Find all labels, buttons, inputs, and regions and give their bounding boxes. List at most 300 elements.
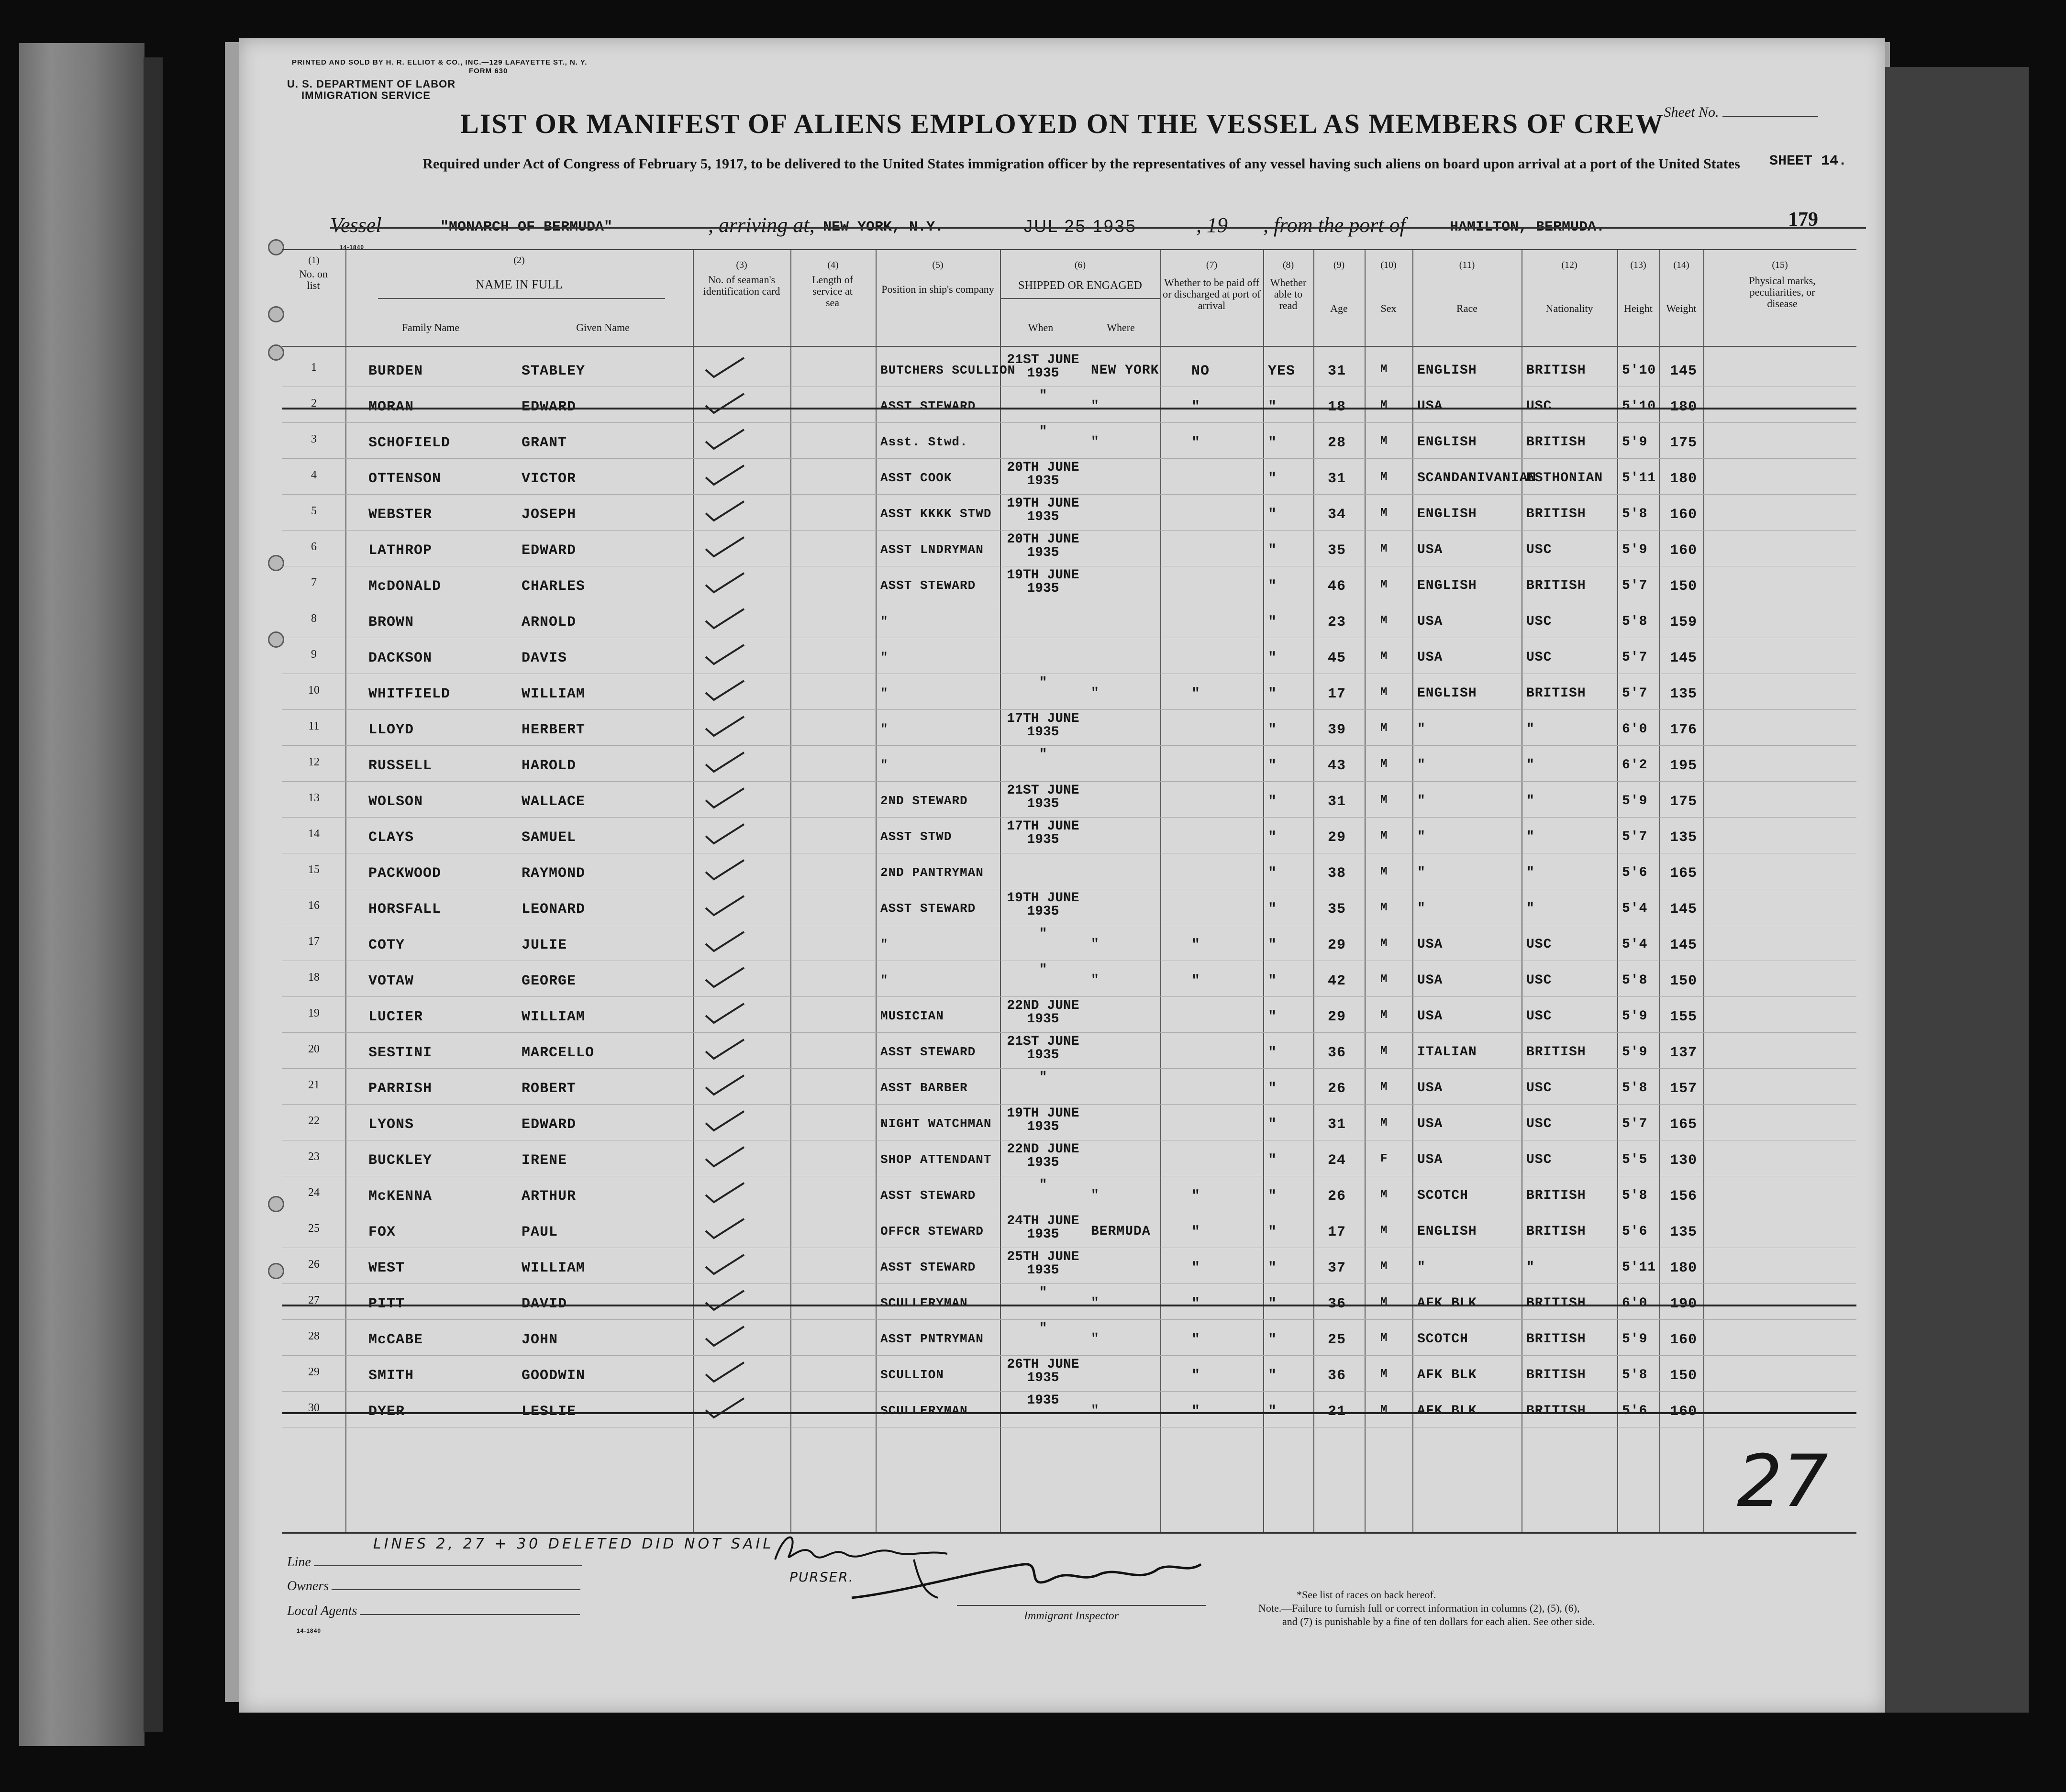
- cell-position: ": [880, 973, 889, 987]
- cell-sex: M: [1380, 435, 1388, 448]
- cell-given: WILLIAM: [522, 686, 586, 702]
- col9-label: Age: [1330, 302, 1348, 314]
- cell-read: YES: [1268, 363, 1296, 379]
- cell-sex: M: [1380, 1045, 1388, 1058]
- cell-position: ASST BARBER: [880, 1081, 968, 1095]
- cell-position: SCULLERYMAN: [880, 1404, 968, 1418]
- date-stamp: JUL 25 1935: [1024, 216, 1137, 236]
- cell-race: ": [1417, 865, 1426, 880]
- cell-no: 9: [311, 648, 317, 661]
- agents-underline: [360, 1614, 580, 1615]
- col1-label: No. on list: [299, 268, 328, 291]
- cell-height: 5'9: [1622, 1009, 1648, 1024]
- cell-nationality: BRITISH: [1526, 1224, 1586, 1239]
- cell-nationality: USC: [1526, 937, 1552, 952]
- line-underline: [314, 1565, 582, 1566]
- page-stack-right: [1885, 67, 2029, 1713]
- cell-race: USA: [1417, 542, 1443, 557]
- cell-position: Asst. Stwd.: [880, 435, 968, 449]
- cell-read: ": [1268, 650, 1277, 666]
- strike-line: [282, 1305, 1856, 1306]
- cell-age: 26: [1328, 1188, 1346, 1205]
- cell-where: ": [1091, 435, 1100, 450]
- cell-no: 25: [308, 1222, 320, 1235]
- check-mark: [703, 1217, 746, 1240]
- cell-when: ": [1039, 747, 1047, 762]
- cell-family: WEST: [368, 1260, 405, 1276]
- cell-race: SCOTCH: [1417, 1332, 1468, 1347]
- cell-sex: M: [1380, 937, 1388, 950]
- cell-position: ": [880, 614, 889, 629]
- cell-sex: F: [1380, 1152, 1388, 1165]
- cell-weight: 160: [1670, 507, 1698, 523]
- cell-weight: 180: [1670, 471, 1698, 487]
- cell-race: SCOTCH: [1417, 1188, 1468, 1203]
- cell-age: 29: [1328, 1009, 1346, 1025]
- cell-age: 45: [1328, 650, 1346, 666]
- cell-no: 11: [308, 720, 320, 732]
- cell-given: ARNOLD: [522, 614, 577, 631]
- cell-race: USA: [1417, 650, 1443, 665]
- cell-read: ": [1268, 1117, 1277, 1133]
- cell-given: STABLEY: [522, 363, 586, 379]
- cell-given: JOSEPH: [522, 507, 577, 523]
- check-mark: [703, 571, 746, 595]
- cell-sex: M: [1380, 507, 1388, 520]
- cell-read: ": [1268, 507, 1277, 523]
- cell-family: BURDEN: [368, 363, 423, 379]
- cell-family: DYER: [368, 1404, 405, 1420]
- cell-age: 46: [1328, 578, 1346, 595]
- cell-family: LATHROP: [368, 542, 433, 559]
- cell-given: GEORGE: [522, 973, 577, 989]
- cell-read: ": [1268, 399, 1277, 415]
- cell-read: ": [1268, 471, 1277, 487]
- check-mark: [703, 858, 746, 882]
- check-mark: [703, 1360, 746, 1384]
- cell-read: ": [1268, 1009, 1277, 1025]
- cell-race: SCANDANIVANIAN: [1417, 471, 1537, 486]
- cell-nationality: ESTHONIAN: [1526, 471, 1603, 486]
- cell-read: ": [1268, 1045, 1277, 1061]
- cell-read: ": [1268, 830, 1277, 846]
- check-mark: [703, 1396, 746, 1420]
- cell-no: 30: [308, 1402, 320, 1414]
- check-mark: [703, 714, 746, 738]
- cell-sex: M: [1380, 1009, 1388, 1022]
- cell-sex: M: [1380, 614, 1388, 627]
- cell-age: 31: [1328, 1117, 1346, 1133]
- check-mark: [703, 1037, 746, 1061]
- department-name: U. S. DEPARTMENT OF LABOR: [287, 78, 456, 90]
- cell-age: 24: [1328, 1152, 1346, 1169]
- cell-paid: ": [1191, 1224, 1201, 1240]
- col6-when: When: [1028, 321, 1054, 333]
- cell-given: WILLIAM: [522, 1260, 586, 1276]
- cell-where: ": [1091, 973, 1100, 988]
- cell-sex: M: [1380, 794, 1388, 807]
- cell-height: 6'2: [1622, 758, 1648, 773]
- cell-position: MUSICIAN: [880, 1009, 944, 1023]
- cell-nationality: ": [1526, 758, 1535, 773]
- cell-nationality: USC: [1526, 1152, 1552, 1167]
- cell-given: LEONARD: [522, 901, 586, 918]
- cell-height: 5'10: [1622, 399, 1656, 414]
- owners-underline: [332, 1589, 580, 1590]
- cell-given: RAYMOND: [522, 865, 586, 882]
- check-mark: [703, 499, 746, 523]
- cell-race: ENGLISH: [1417, 363, 1477, 378]
- cell-no: 18: [308, 971, 320, 984]
- cell-nationality: USC: [1526, 399, 1552, 414]
- agents-field: [287, 1604, 580, 1619]
- col8-label: Whether able to read: [1270, 277, 1307, 311]
- cell-family: RUSSELL: [368, 758, 433, 774]
- cell-sex: M: [1380, 650, 1388, 663]
- table-row: [282, 1104, 1856, 1140]
- cell-height: 5'10: [1622, 363, 1656, 378]
- cell-position: SCULLION: [880, 1368, 944, 1382]
- cell-age: 26: [1328, 1081, 1346, 1097]
- cell-position: ASST STEWARD: [880, 399, 976, 413]
- cell-no: 19: [308, 1007, 320, 1019]
- check-mark: [703, 786, 746, 810]
- table-row: [282, 1355, 1856, 1392]
- cell-height: 5'7: [1622, 578, 1648, 593]
- cell-race: USA: [1417, 1009, 1443, 1024]
- cell-age: 42: [1328, 973, 1346, 989]
- cell-sex: M: [1380, 973, 1388, 986]
- cell-weight: 150: [1670, 973, 1698, 989]
- cell-height: 5'11: [1622, 1260, 1656, 1275]
- cell-sex: M: [1380, 722, 1388, 735]
- cell-when: 19TH JUNE 1935: [1007, 1106, 1079, 1134]
- cell-sex: M: [1380, 399, 1388, 412]
- col3-label: No. of seaman's identification card: [703, 274, 780, 297]
- page-subtitle: Required under Act of Congress of February 5, 1917, to be delivered to the United States immigration officer by the representatives of any vessel having such aliens on board upon arrival at a port of the United States: [422, 156, 1740, 172]
- cell-height: 6'0: [1622, 722, 1648, 737]
- cell-age: 28: [1328, 435, 1346, 451]
- cell-no: 15: [308, 863, 320, 876]
- cell-no: 13: [308, 792, 320, 804]
- cell-read: ": [1268, 578, 1277, 595]
- cell-sex: M: [1380, 758, 1388, 771]
- cell-position: 2ND PANTRYMAN: [880, 865, 984, 880]
- cell-age: 37: [1328, 1260, 1346, 1276]
- cell-sex: M: [1380, 578, 1388, 591]
- cell-no: 17: [308, 935, 320, 948]
- cell-nationality: BRITISH: [1526, 1296, 1586, 1311]
- col2-given: Given Name: [576, 321, 630, 333]
- cell-when: 19TH JUNE 1935: [1007, 891, 1079, 919]
- cell-race: ": [1417, 722, 1426, 737]
- cell-position: NIGHT WATCHMAN: [880, 1117, 992, 1131]
- cell-race: USA: [1417, 937, 1443, 952]
- page-number: 179: [1788, 209, 1818, 231]
- table-row: [282, 1319, 1856, 1356]
- table-row: [282, 817, 1856, 853]
- cell-height: 5'8: [1622, 1368, 1648, 1383]
- cell-nationality: BRITISH: [1526, 1045, 1586, 1060]
- cell-read: ": [1268, 865, 1277, 882]
- cell-height: 5'8: [1622, 1188, 1648, 1203]
- cell-no: 5: [311, 505, 317, 517]
- cell-no: 4: [311, 469, 317, 481]
- cell-where: ": [1091, 937, 1100, 952]
- cell-given: WALLACE: [522, 794, 586, 810]
- cell-given: EDWARD: [522, 399, 577, 415]
- cell-paid: ": [1191, 399, 1201, 415]
- owners-field: [287, 1579, 580, 1594]
- cell-no: 22: [308, 1115, 320, 1127]
- cell-weight: 160: [1670, 1332, 1698, 1348]
- cell-no: 24: [308, 1186, 320, 1199]
- cell-when: 24TH JUNE 1935: [1007, 1214, 1079, 1242]
- form-code-top: 14-1840: [340, 244, 365, 251]
- cell-family: McKENNA: [368, 1188, 433, 1205]
- col2-family: Family Name: [401, 321, 460, 333]
- cell-no: 10: [308, 684, 320, 697]
- cell-position: ASST KKKK STWD: [880, 507, 992, 521]
- cell-where: ": [1091, 1404, 1100, 1418]
- cell-given: ROBERT: [522, 1081, 577, 1097]
- cell-race: USA: [1417, 399, 1443, 414]
- cell-position: ASST PNTRYMAN: [880, 1332, 984, 1346]
- cell-given: GOODWIN: [522, 1368, 586, 1384]
- cell-family: FOX: [368, 1224, 396, 1240]
- footnote-races: *See list of races on back hereof.: [1297, 1589, 1436, 1601]
- cell-weight: 160: [1670, 1404, 1698, 1420]
- cell-read: ": [1268, 435, 1277, 451]
- cell-weight: 190: [1670, 1296, 1698, 1312]
- cell-where: ": [1091, 399, 1100, 414]
- cell-nationality: BRITISH: [1526, 507, 1586, 521]
- cell-sex: M: [1380, 1224, 1388, 1237]
- total-count: 27: [1737, 1440, 1828, 1523]
- cell-no: 16: [308, 899, 320, 912]
- cell-when: ": [1039, 962, 1047, 977]
- line-field: [287, 1555, 582, 1570]
- cell-given: CHARLES: [522, 578, 586, 595]
- check-mark: [703, 1109, 746, 1133]
- cell-height: 5'6: [1622, 1404, 1648, 1418]
- cell-when: ": [1039, 1321, 1047, 1336]
- check-mark: [703, 355, 746, 379]
- table-row: [282, 961, 1856, 997]
- cell-given: EDWARD: [522, 1117, 577, 1133]
- deletion-note: LINES 2, 27 + 30 DELETED DID NOT SAIL: [373, 1536, 774, 1552]
- table-row: [282, 1248, 1856, 1284]
- cell-nationality: BRITISH: [1526, 1332, 1586, 1347]
- check-mark: [703, 1145, 746, 1169]
- cell-age: 29: [1328, 937, 1346, 953]
- cell-position: ASST STEWARD: [880, 901, 976, 916]
- cell-sex: M: [1380, 1117, 1388, 1129]
- cell-weight: 145: [1670, 937, 1698, 953]
- cell-nationality: ": [1526, 901, 1535, 916]
- cell-height: 5'4: [1622, 937, 1648, 952]
- cell-weight: 137: [1670, 1045, 1698, 1061]
- cell-read: ": [1268, 1152, 1277, 1169]
- table-row: [282, 566, 1856, 602]
- cell-when: 19TH JUNE 1935: [1007, 568, 1079, 596]
- check-mark: [703, 750, 746, 774]
- shipped-underline: [1000, 298, 1160, 299]
- cell-position: BUTCHERS SCULLION: [880, 363, 1016, 377]
- cell-race: USA: [1417, 1152, 1443, 1167]
- cell-weight: 135: [1670, 686, 1698, 702]
- cell-race: ": [1417, 794, 1426, 808]
- cell-family: BROWN: [368, 614, 414, 631]
- cell-when: 20TH JUNE 1935: [1007, 532, 1079, 560]
- cell-position: 2ND STEWARD: [880, 794, 968, 808]
- check-mark: [703, 535, 746, 559]
- col6-label: SHIPPED OR ENGAGED: [1018, 279, 1142, 292]
- cell-age: 21: [1328, 1404, 1346, 1420]
- cell-height: 5'6: [1622, 865, 1648, 880]
- col7-label: Whether to be paid off or discharged at port of arrival: [1163, 277, 1261, 311]
- cell-family: LUCIER: [368, 1009, 423, 1025]
- cell-family: McDONALD: [368, 578, 442, 595]
- table-row: [282, 1212, 1856, 1248]
- voyage-underline: [330, 227, 1866, 229]
- cell-when: ": [1039, 675, 1047, 690]
- cell-race: ITALIAN: [1417, 1045, 1477, 1060]
- cell-weight: 135: [1670, 830, 1698, 846]
- cell-when: 21ST JUNE 1935: [1007, 783, 1079, 811]
- cell-sex: M: [1380, 865, 1388, 878]
- cell-read: ": [1268, 1224, 1277, 1240]
- cell-family: PARRISH: [368, 1081, 433, 1097]
- cell-family: WEBSTER: [368, 507, 433, 523]
- cell-age: 38: [1328, 865, 1346, 882]
- punch-hole: [268, 1263, 284, 1279]
- cell-position: SHOP ATTENDANT: [880, 1152, 992, 1167]
- cell-weight: 165: [1670, 865, 1698, 882]
- col2-label: NAME IN FULL: [476, 277, 563, 291]
- cell-race: USA: [1417, 1117, 1443, 1131]
- cell-position: ASST STEWARD: [880, 1188, 976, 1203]
- cell-family: VOTAW: [368, 973, 414, 989]
- cell-read: ": [1268, 901, 1277, 918]
- cell-weight: 159: [1670, 614, 1698, 631]
- cell-paid: ": [1191, 686, 1201, 702]
- cell-race: ENGLISH: [1417, 686, 1477, 701]
- from-label: , from the port of: [1263, 213, 1406, 237]
- cell-family: SCHOFIELD: [368, 435, 451, 451]
- crew-manifest-table: [282, 249, 1856, 1534]
- cell-family: CLAYS: [368, 830, 414, 846]
- cell-given: LESLIE: [522, 1404, 577, 1420]
- cell-weight: 157: [1670, 1081, 1698, 1097]
- cell-family: PACKWOOD: [368, 865, 442, 882]
- cell-given: JOHN: [522, 1332, 558, 1348]
- agents-label: Local Agents: [287, 1604, 357, 1618]
- cell-weight: 150: [1670, 578, 1698, 595]
- cell-sex: M: [1380, 901, 1388, 914]
- check-mark: [703, 894, 746, 918]
- cell-weight: 160: [1670, 542, 1698, 559]
- cell-position: ": [880, 758, 889, 772]
- col10-label: Sex: [1380, 302, 1397, 314]
- cell-position: ": [880, 650, 889, 664]
- cell-family: LLOYD: [368, 722, 414, 738]
- cell-height: 5'9: [1622, 794, 1648, 808]
- cell-read: ": [1268, 937, 1277, 953]
- cell-given: MARCELLO: [522, 1045, 595, 1061]
- cell-no: 27: [308, 1294, 320, 1306]
- cell-height: 5'5: [1622, 1152, 1648, 1167]
- table-row: [282, 1032, 1856, 1069]
- cell-weight: 135: [1670, 1224, 1698, 1240]
- check-mark: [703, 678, 746, 702]
- owners-label: Owners: [287, 1579, 329, 1593]
- cell-paid: ": [1191, 1260, 1201, 1276]
- table-row: [282, 781, 1856, 818]
- col7-number: (7): [1206, 260, 1218, 270]
- cell-age: 36: [1328, 1368, 1346, 1384]
- check-mark: [703, 642, 746, 666]
- cell-no: 8: [311, 612, 317, 625]
- cell-sex: M: [1380, 686, 1388, 699]
- cell-family: MORAN: [368, 399, 414, 415]
- cell-position: ASST STEWARD: [880, 578, 976, 593]
- cell-height: 5'7: [1622, 1117, 1648, 1131]
- cell-no: 1: [311, 361, 317, 374]
- cell-race: ENGLISH: [1417, 507, 1477, 521]
- cell-paid: ": [1191, 1368, 1201, 1384]
- cell-position: OFFCR STEWARD: [880, 1224, 984, 1239]
- cell-nationality: BRITISH: [1526, 1188, 1586, 1203]
- check-mark: [703, 1288, 746, 1312]
- cell-height: 5'9: [1622, 1332, 1648, 1347]
- cell-weight: 180: [1670, 1260, 1698, 1276]
- cell-paid: ": [1191, 1188, 1201, 1205]
- cell-paid: ": [1191, 937, 1201, 953]
- binder-edge: [19, 43, 144, 1746]
- check-mark: [703, 822, 746, 846]
- table-row: [282, 1391, 1856, 1427]
- col6-where: Where: [1107, 321, 1135, 333]
- cell-given: IRENE: [522, 1152, 567, 1169]
- col14-label: Weight: [1666, 302, 1697, 314]
- cell-read: ": [1268, 1188, 1277, 1205]
- cell-given: WILLIAM: [522, 1009, 586, 1025]
- cell-race: ": [1417, 901, 1426, 916]
- punch-hole: [268, 631, 284, 648]
- punch-hole: [268, 306, 284, 322]
- cell-when: ": [1039, 1070, 1047, 1085]
- table-row: [282, 351, 1856, 387]
- printer-line: PRINTED AND SOLD BY H. R. ELLIOT & CO., INC.—129 LAFAYETTE ST., N. Y.: [292, 58, 588, 66]
- cell-paid: ": [1191, 1404, 1201, 1420]
- department: [287, 78, 455, 101]
- col4-number: (4): [827, 260, 839, 270]
- table-row: [282, 638, 1856, 674]
- cell-given: DAVID: [522, 1296, 567, 1312]
- cell-weight: 130: [1670, 1152, 1698, 1169]
- table-row: [282, 745, 1856, 782]
- cell-read: ": [1268, 722, 1277, 738]
- sheet-stamp: SHEET 14.: [1769, 153, 1847, 169]
- table-row: [282, 925, 1856, 961]
- cell-given: DAVIS: [522, 650, 567, 666]
- cell-race: ": [1417, 830, 1426, 844]
- inspector-signature: [842, 1550, 1206, 1607]
- cell-paid: ": [1191, 1332, 1201, 1348]
- cell-read: ": [1268, 973, 1277, 989]
- cell-weight: 195: [1670, 758, 1698, 774]
